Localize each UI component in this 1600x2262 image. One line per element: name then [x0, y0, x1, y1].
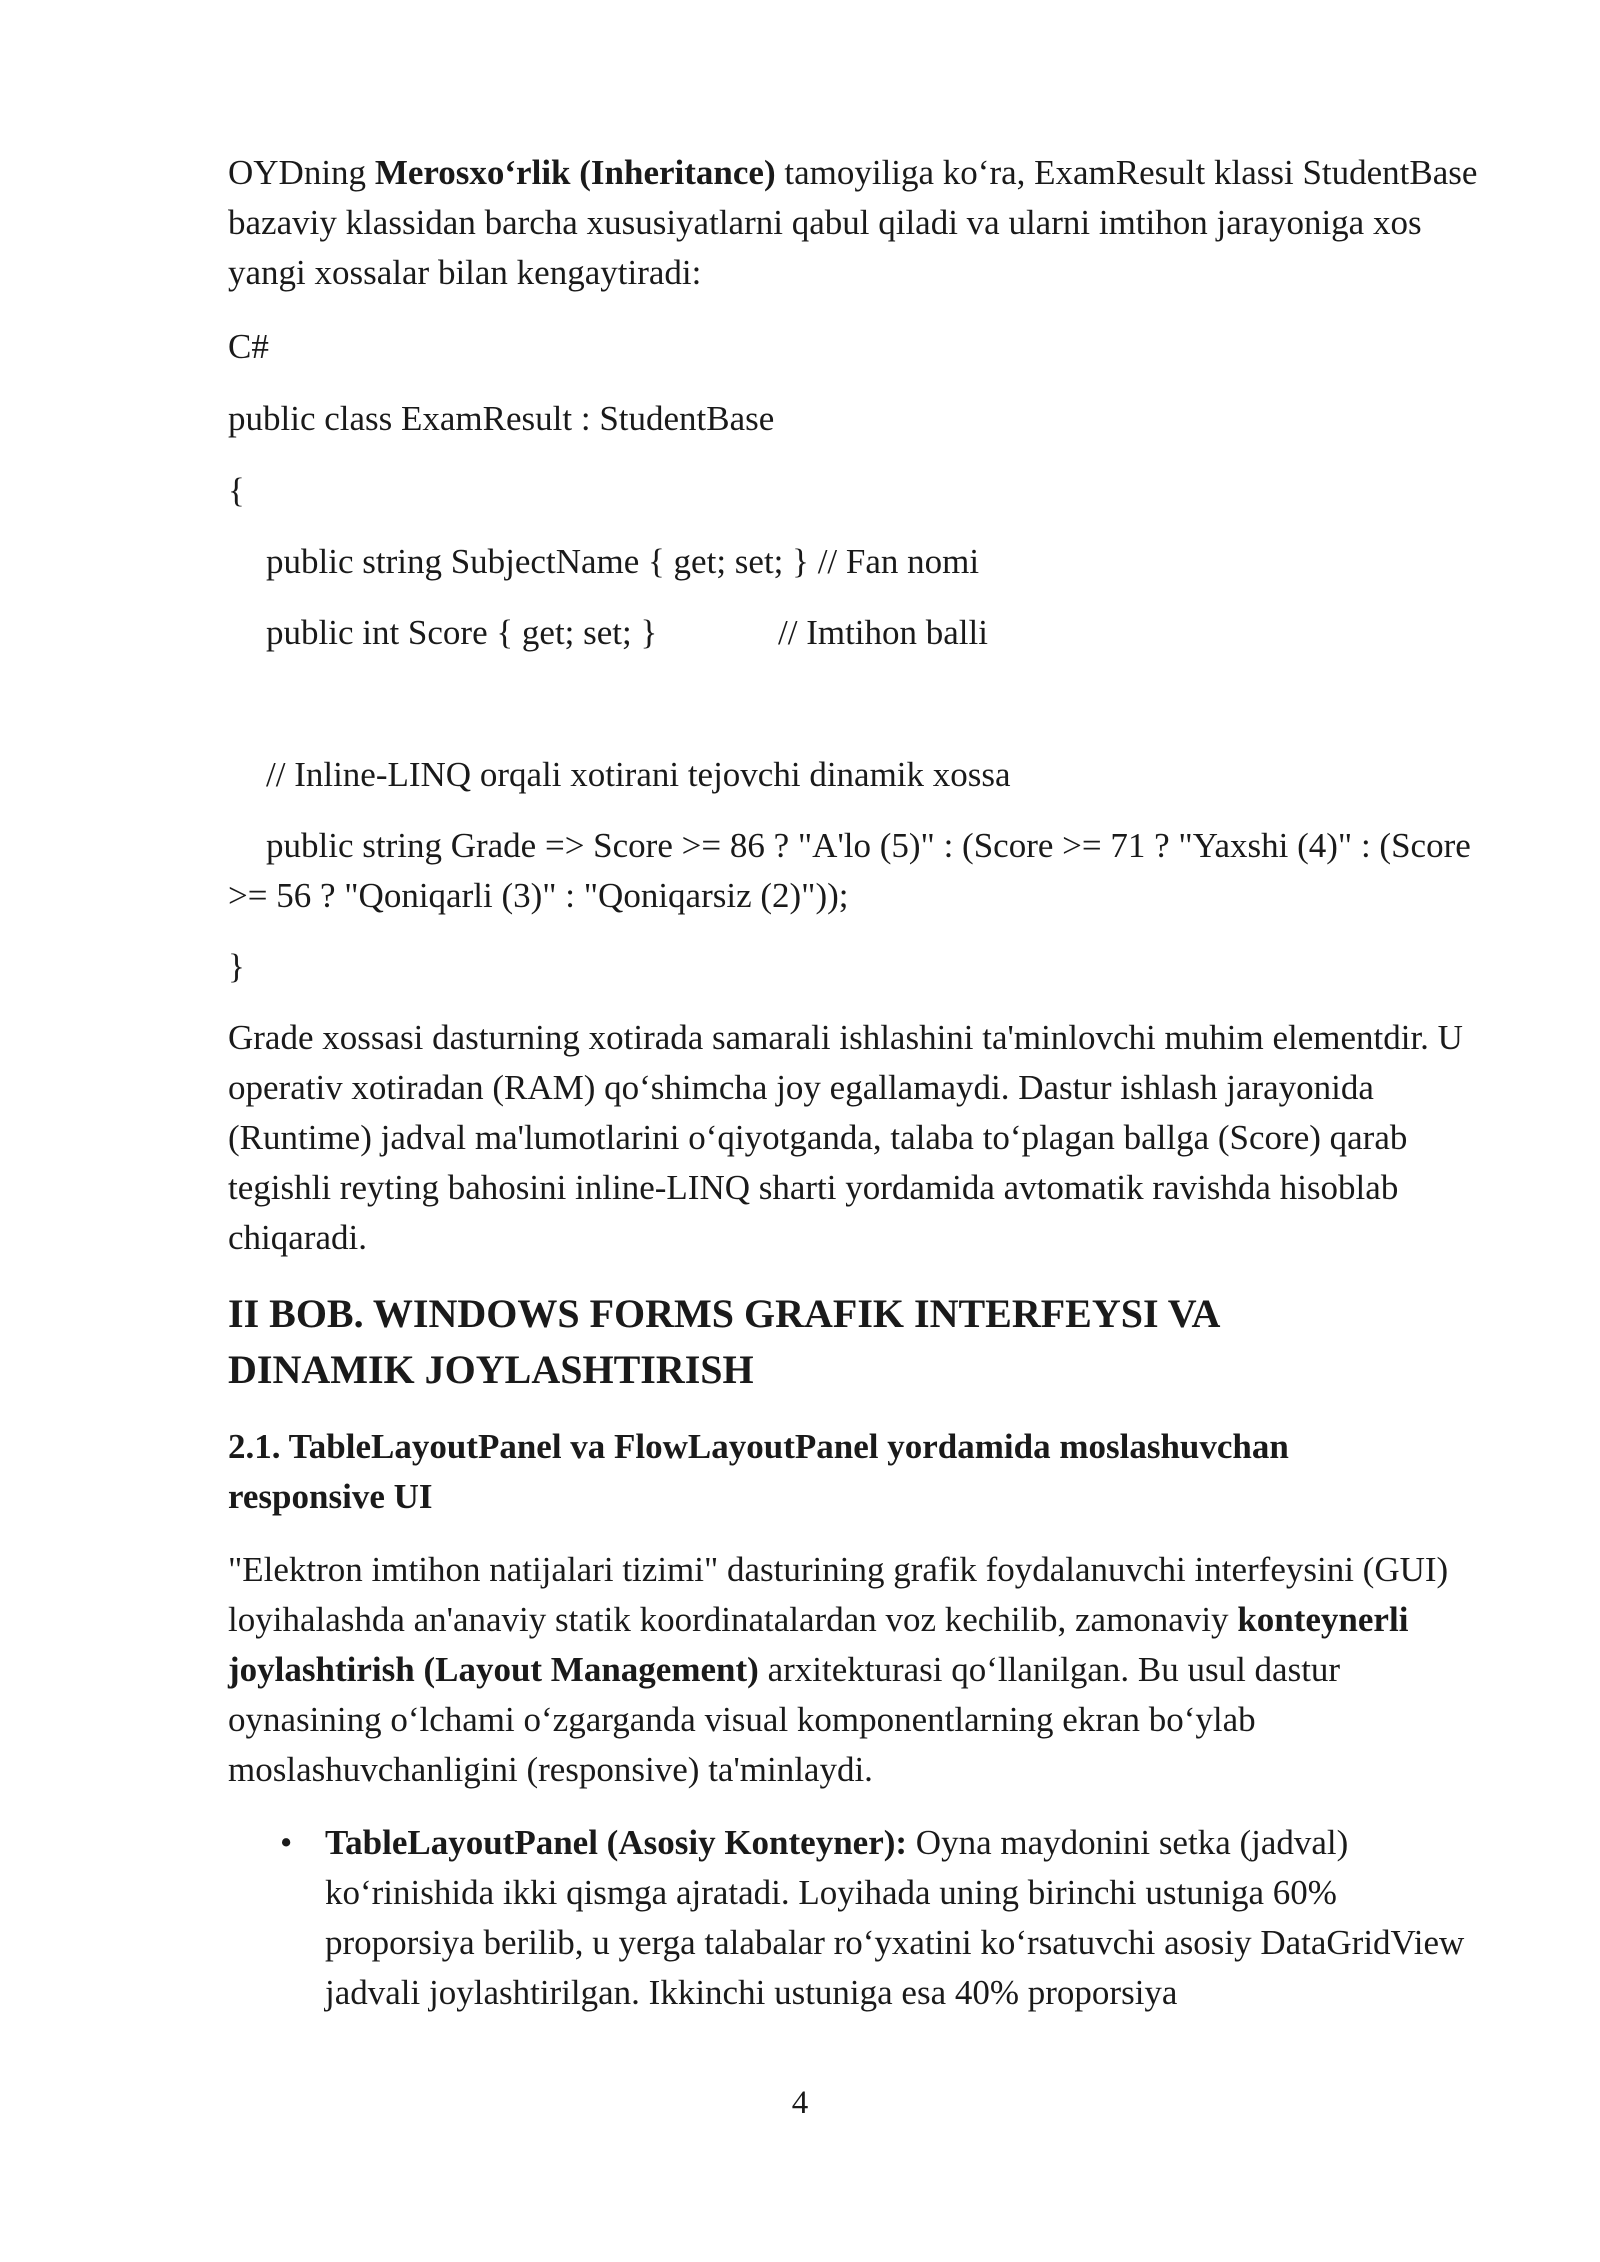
- bullet-text: Oyna maydonini setka (jadval) koʻrinishida ikki qismga ajratadi. Loyihada uning birinchi ustuniga 60% proporsiya berilib, u yerga talabalar roʻyxatini koʻrsatuvchi asosiy DataGridView jadvali joylashtirilgan. Ikkinchi ustuniga esa 40% proporsiya: [325, 1823, 1465, 2012]
- code-grade-property: public string Grade => Score >= 86 ? "A'lo (5)" : (Score >= 71 ? "Yaxshi (4)" : (Score >= 56 ? "Qoniqarli (3)" : "Qoniqarsiz (2)"));: [228, 826, 1471, 915]
- paragraph-inheritance: [228, 148, 1478, 298]
- code-score-decl: public int Score { get; set; }: [266, 613, 658, 652]
- paragraph-lead: "Elektron imtihon natijalari tizimi" dasturining grafik foydalanuvchi interfeysini (GUI) loyihalashda an'anaviy statik koordinatalardan voz kechilib, zamonaviy: [228, 1550, 1449, 1639]
- bullet-list: [228, 1818, 1478, 2018]
- bullet-icon: •: [280, 1823, 293, 1862]
- code-score-comment: // Imtihon balli: [778, 613, 988, 652]
- code-open-brace: {: [228, 471, 245, 510]
- code-close-brace: }: [228, 947, 245, 986]
- bullet-term: TableLayoutPanel (Asosiy Konteyner):: [325, 1823, 908, 1862]
- chapter-heading: II BOB. WINDOWS FORMS GRAFIK INTERFEYSI VA DINAMIK JOYLASHTIRISH: [228, 1291, 1219, 1392]
- page-number: 4: [791, 2085, 809, 2121]
- list-item: [228, 1818, 1478, 2018]
- paragraph-layout: [228, 1545, 1478, 1795]
- paragraph-rest: tamoyiliga koʻra, ExamResult klassi StudentBase bazaviy klassidan barcha xususiyatlarni qabul qiladi va ularni imtihon jarayoniga xos yangi xossalar bilan kengaytiradi:: [228, 153, 1478, 292]
- paragraph-lead: OYDning: [228, 153, 375, 192]
- code-score-property: [266, 608, 1516, 658]
- code-class-declaration: public class ExamResult : StudentBase: [228, 399, 775, 438]
- bold-term: Merosxoʻrlik (Inheritance): [374, 153, 776, 192]
- paragraph-rest: arxitekturasi qoʻllanilgan. Bu usul dastur oynasining oʻlchami oʻzgarganda visual komponentlarning ekran boʻylab moslashuvchanligini (responsive) ta'minlaydi.: [228, 1650, 1341, 1789]
- bold-term: konteynerli joylashtirish (Layout Management): [228, 1600, 1409, 1689]
- code-linq-comment: // Inline-LINQ orqali xotirani tejovchi dinamik xossa: [266, 755, 1011, 794]
- paragraph-grade: Grade xossasi dasturning xotirada samarali ishlashini ta'minlovchi muhim elementdir. U operativ xotiradan (RAM) qoʻshimcha joy egallamaydi. Dastur ishlash jarayonida (Runtime) jadval ma'lumotlarini oʻqiyotganda, talaba toʻplagan ballga (Score) qarab tegishli reyting bahosini inline-LINQ sharti yordamida avtomatik ravishda hisoblab chiqaradi.: [228, 1018, 1463, 1257]
- code-subject-property: public string SubjectName { get; set; } // Fan nomi: [266, 542, 980, 581]
- code-language-label: C#: [228, 327, 269, 366]
- section-heading: 2.1. TableLayoutPanel va FlowLayoutPanel yordamida moslashuvchan responsive UI: [228, 1427, 1289, 1516]
